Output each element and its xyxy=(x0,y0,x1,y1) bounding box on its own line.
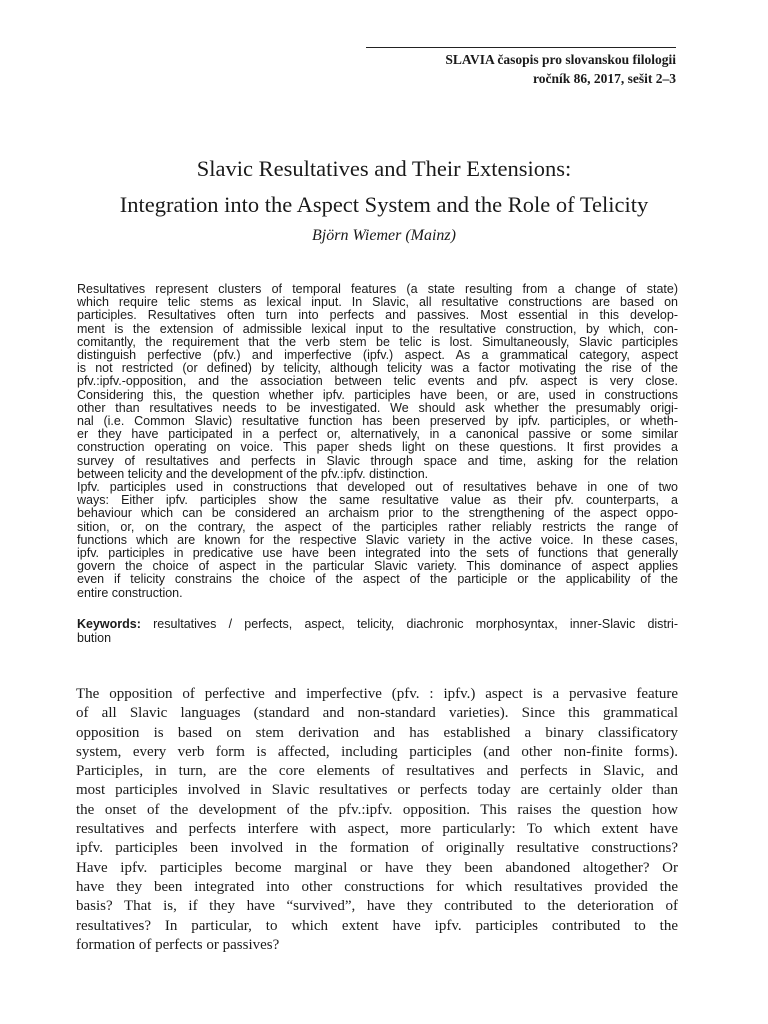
abstract-line: other than resultatives needs to be investigated. We should ask whether the presumably origi- xyxy=(77,400,678,415)
abstract-line: entire construction. xyxy=(77,585,183,600)
running-head xyxy=(366,47,676,88)
body-line: the onset of the development of the pfv.:ipfv. opposition. This raises the question how xyxy=(76,801,678,818)
abstract-line: nal (i.e. Common Slavic) resultative function has been preserved by ipfv. participles, or wheth- xyxy=(77,414,678,429)
abstract-line: govern the choice of aspect in the particular Slavic variety. This dominance of aspect applies xyxy=(77,559,678,574)
abstract-line: is not restricted (or defined) by telicity, although telicity was a factor motivating the rise of the xyxy=(77,361,678,376)
abstract-line: ment is the extension of admissible lexical input to the resultative construction, by which, con- xyxy=(77,321,678,336)
body-line: system, every verb form is affected, including participles (and other non-finite forms). xyxy=(76,743,678,760)
abstract-line: which require telic stems as lexical input. In Slavic, all resultative constructions are based on xyxy=(77,295,678,310)
abstract-line: ipfv. participles in predicative use have been integrated into the sets of functions that generally xyxy=(77,546,678,561)
abstract-line: construction operating on voice. This paper sheds light on these questions. It first provides a xyxy=(77,440,678,455)
abstract-line: comitantly, the requirement that the verb stem be telic is lost. Simultaneously, Slavic participles xyxy=(77,334,678,349)
abstract-line: ways: Either ipfv. participles show the same resultative value as their pfv. counterparts, a xyxy=(77,493,678,508)
keywords-list-start: resultatives / perfects, aspect, telicity, diachronic morphosyntax, inner-Slavic distri- xyxy=(140,617,678,631)
abstract-line: functions which are known for the respective Slavic variety in the active voice. In these cases, xyxy=(77,532,678,547)
abstract-paragraph-1 xyxy=(77,283,678,481)
abstract-line: between telicity and the development of the pfv.:ipfv. distinction. xyxy=(77,466,429,481)
abstract-line: Resultatives represent clusters of temporal features (a state resulting from a change of state) xyxy=(77,282,678,296)
author-byline: Björn Wiemer (Mainz) xyxy=(312,227,456,244)
issue-info: ročník 86, 2017, sešit 2–3 xyxy=(532,71,676,86)
body-line: formation of perfects or passives? xyxy=(76,936,280,953)
title-line-1: Slavic Resultatives and Their Extensions: xyxy=(196,156,572,182)
body-paragraph xyxy=(76,685,678,955)
abstract-line: distinguish perfective (pfv.) and imperfective (ipfv.) aspect. As a grammatical category, aspect xyxy=(77,348,678,363)
body-line: resultatives and perfects interfere with aspect, more particularly: To which extent have xyxy=(76,821,678,838)
abstract-line: pfv.:ipfv.-opposition, and the association between telic events and pfv. aspect is very close. xyxy=(77,374,678,389)
body-line: ipfv. participles been involved in the formation of originally resultative constructions? xyxy=(76,840,678,857)
abstract-line: survey of resultatives and perfects in Slavic through space and time, asking for the relation xyxy=(77,453,678,468)
abstract-line: Ipfv. participles used in constructions that developed out of resultatives behave in one of two xyxy=(77,480,678,495)
title-line-2: Integration into the Aspect System and the Role of Telicity xyxy=(119,192,649,218)
body-line: Participles, in turn, are the core elements of resultatives and perfects in Slavic, and xyxy=(76,763,678,780)
abstract-line: behaviour which can be considered an archaism prior to the strengthening of the aspect oppo- xyxy=(77,506,678,521)
body-line: have they been integrated into other constructions for which resultatives provided the xyxy=(76,878,678,895)
body-line: resultatives? In particular, to which extent have ipfv. participles contributed to the xyxy=(76,917,678,934)
keywords-line-2: bution xyxy=(77,631,112,646)
article-title xyxy=(40,151,728,223)
keywords-label: Keywords: xyxy=(77,617,141,631)
abstract-paragraph-2 xyxy=(77,481,678,600)
abstract-line: participles. Resultatives often turn into perfects and passives. Most essential in this develop- xyxy=(77,308,678,323)
body-line: most participles involved in Slavic resultatives or perfects today are certainly older than xyxy=(76,782,678,799)
abstract-line: even if telicity constrains the choice of the aspect of the participle or the applicability of the xyxy=(77,572,678,587)
journal-name: SLAVIA časopis pro slovanskou filologii xyxy=(445,52,676,67)
keywords-line-1 xyxy=(77,617,678,631)
body-line: The opposition of perfective and imperfective (pfv. : ipfv.) aspect is a pervasive feature xyxy=(76,686,678,702)
abstract-line: Considering this, the question whether ipfv. participles have been, or are, used in constructions xyxy=(77,387,678,402)
abstract xyxy=(77,283,678,600)
body-line: opposition is based on stem derivation and has established a binary classificatory xyxy=(76,724,678,741)
body-line: basis? That is, if they have “survived”, have they contributed to the deterioration of xyxy=(76,898,678,915)
abstract-line: sition, or, on the contrary, the aspect of the participles rather reliably restricts the range of xyxy=(77,519,678,534)
keywords xyxy=(77,617,678,646)
body-line: Have ipfv. participles become marginal or have they been abandoned altogether? Or xyxy=(76,859,678,876)
abstract-line: er they have participated in a perfect or, alternatively, in a canonical passive or some similar xyxy=(77,427,678,442)
body-line: of all Slavic languages (standard and non-standard varieties). Since this grammatical xyxy=(76,705,678,722)
